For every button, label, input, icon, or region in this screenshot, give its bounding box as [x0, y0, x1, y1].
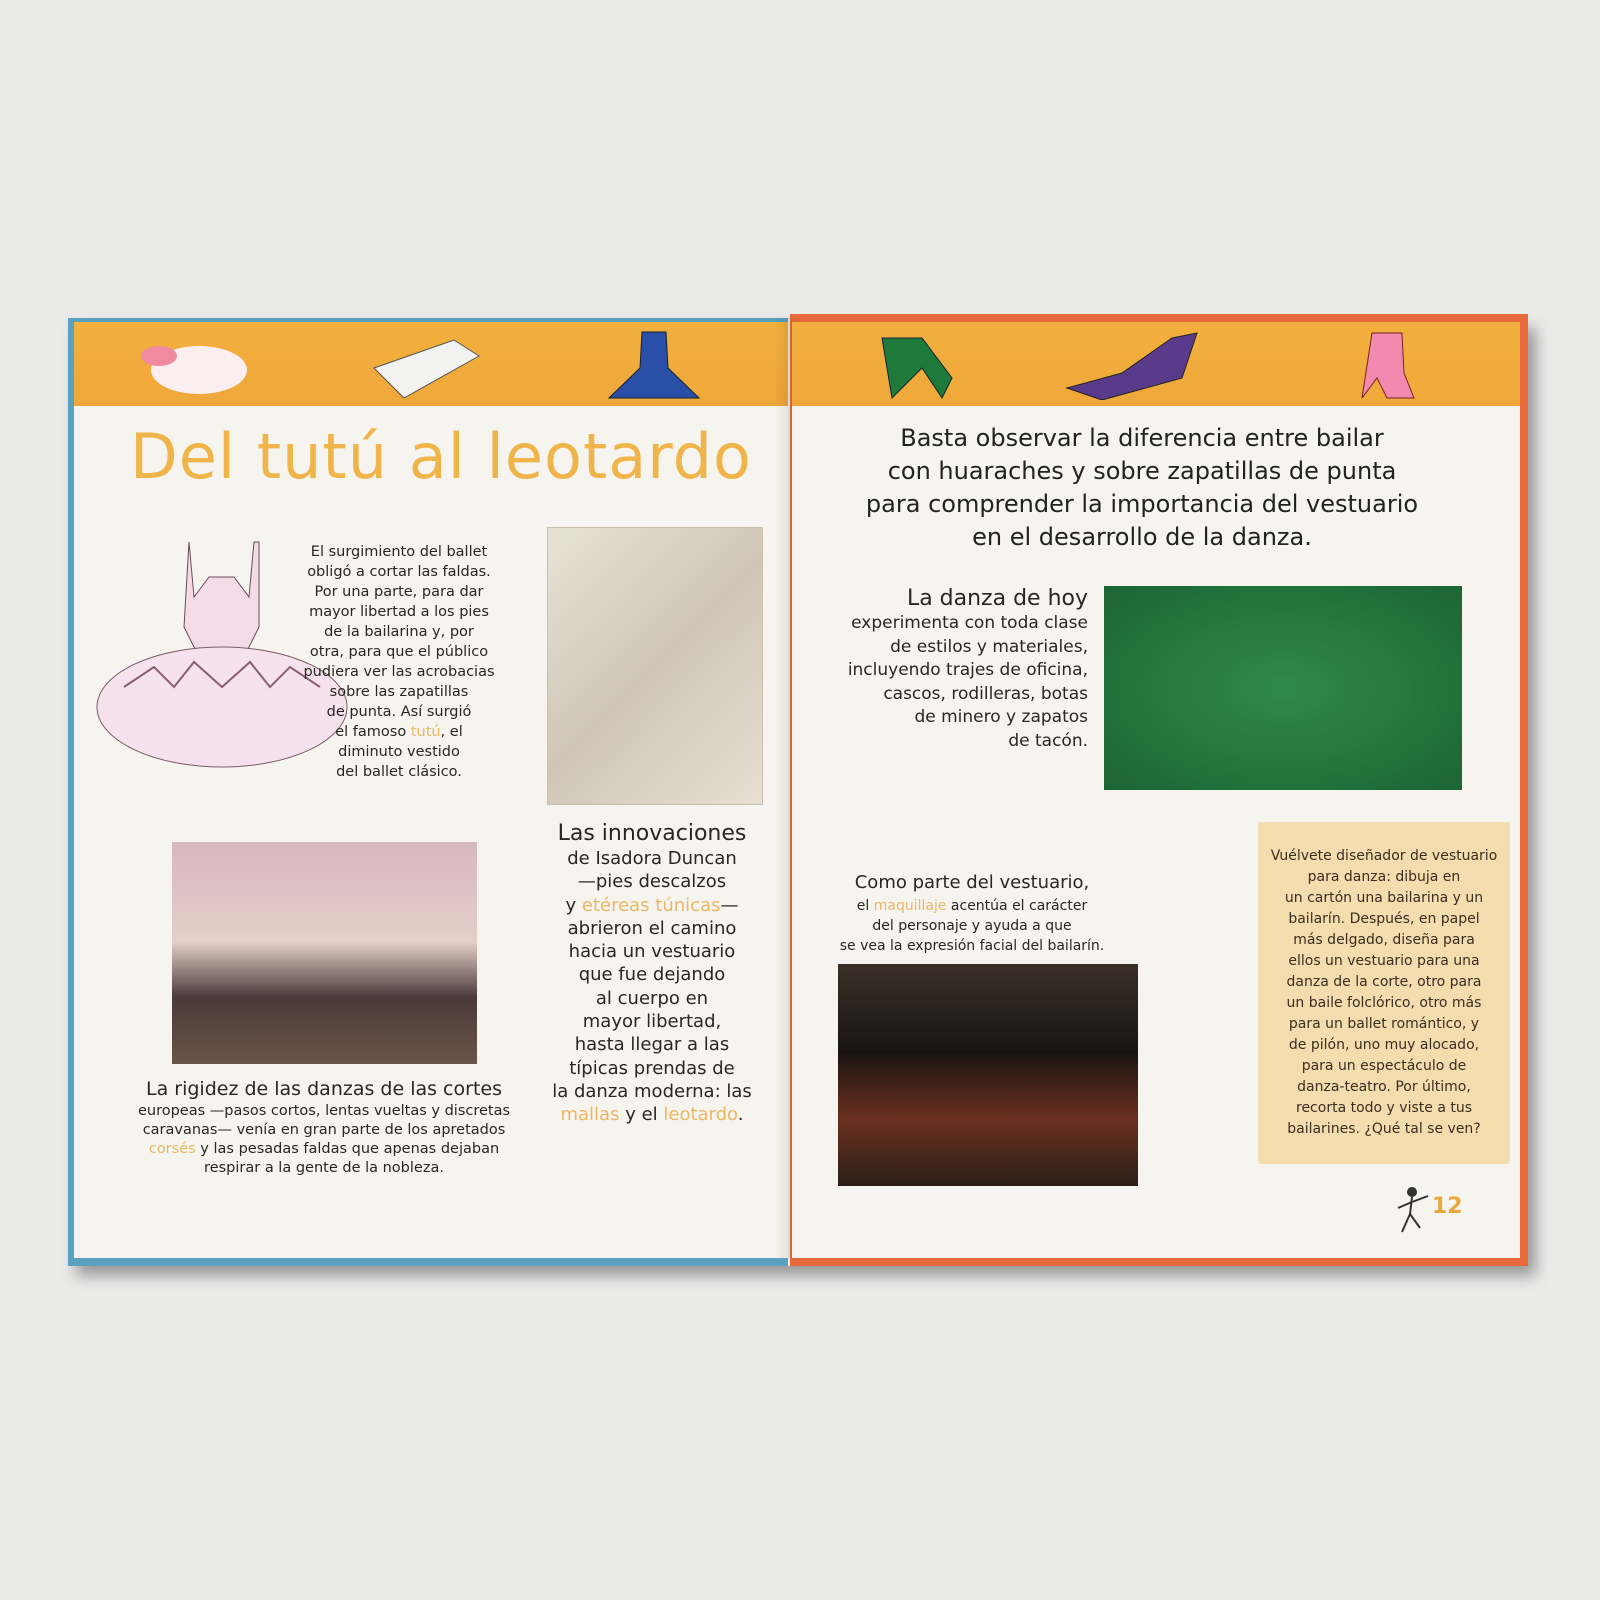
text-line	[114, 1140, 534, 1159]
today-heading: La danza de hoy	[906, 586, 1088, 611]
text-line	[812, 612, 1088, 636]
text-line: en el desarrollo de la danza.	[972, 523, 1312, 551]
text-segment: cascos, rodilleras, botas	[883, 683, 1088, 704]
text-line	[532, 1080, 772, 1103]
left-page	[74, 322, 788, 1258]
text-line: danza-teatro. Por último,	[1297, 1079, 1471, 1095]
text-line	[279, 662, 519, 682]
highlighted-term: leotardo	[663, 1104, 738, 1126]
text-line: más delgado, diseña para	[1293, 932, 1475, 948]
relief-artwork-image	[547, 527, 763, 805]
text-line: de pilón, uno muy alocado,	[1288, 1037, 1480, 1053]
highlighted-term: tutú	[410, 724, 441, 740]
text-line	[822, 936, 1122, 956]
courts-heading: La rigidez de las danzas de las cortes	[146, 1078, 502, 1100]
court-ball-painting-image	[172, 842, 477, 1064]
text-line	[279, 542, 519, 562]
text-segment: hasta llegar a las	[574, 1034, 730, 1056]
innovations-paragraph	[532, 847, 772, 1127]
tutu-paragraph	[279, 542, 519, 782]
text-segment: y las pesadas faldas que apenas dejaban	[195, 1141, 500, 1157]
text-line: Basta observar la diferencia entre bailar	[900, 424, 1384, 452]
costume-banner-right	[792, 322, 1520, 406]
text-line: para danza: dibuja en	[1307, 869, 1461, 885]
text-line	[822, 916, 1122, 936]
text-line: un cartón una bailarina y un	[1284, 890, 1484, 906]
text-line	[279, 642, 519, 662]
text-line	[532, 1010, 772, 1033]
text-segment: de Isadora Duncan	[567, 848, 737, 869]
text-segment: y el	[619, 1104, 664, 1126]
text-line: para comprender la importancia del vestuario	[865, 490, 1419, 518]
text-segment: —pies descalzos	[577, 871, 727, 893]
text-line	[279, 682, 519, 702]
text-segment: de minero y zapatos	[914, 707, 1088, 727]
makeup-heading: Como parte del vestuario,	[854, 872, 1090, 893]
text-line: ellos un vestuario para una	[1288, 953, 1480, 969]
text-segment: al cuerpo en	[595, 987, 709, 1009]
text-segment: sobre las zapatillas	[329, 684, 469, 700]
text-line	[532, 917, 772, 940]
text-line: bailarines. ¿Qué tal se ven?	[1287, 1121, 1481, 1137]
text-segment: diminuto vestido	[338, 744, 460, 760]
text-line	[532, 847, 772, 870]
text-segment: experimenta con toda clase	[851, 613, 1088, 633]
text-line	[532, 1103, 772, 1126]
kathakali-dancer-image	[838, 964, 1138, 1186]
text-line: Vuélvete diseñador de vestuario	[1270, 848, 1498, 864]
text-segment: caravanas— venía en gran parte de los apretados	[142, 1122, 506, 1138]
text-segment: El surgimiento del ballet	[310, 544, 488, 560]
text-segment: pudiera ver las acrobacias	[303, 664, 495, 680]
text-line	[279, 702, 519, 722]
lead-text	[822, 422, 1462, 554]
text-segment: incluyendo trajes de oficina,	[847, 660, 1088, 680]
text-line: para un espectáculo de	[1301, 1058, 1467, 1074]
text-line	[114, 1121, 534, 1140]
text-line	[532, 870, 772, 893]
text-segment: obligó a cortar las faldas.	[307, 564, 491, 580]
text-line	[114, 1159, 534, 1178]
text-line	[279, 582, 519, 602]
activity-tip-box	[1258, 822, 1510, 1164]
text-line	[822, 896, 1122, 916]
text-segment: europeas —pasos cortos, lentas vueltas y discretas	[137, 1103, 511, 1119]
text-segment: el	[856, 898, 874, 914]
text-line	[812, 730, 1088, 754]
green-leotard-icon	[862, 328, 962, 400]
today-paragraph	[812, 612, 1088, 753]
text-segment: Por una parte, para dar	[314, 584, 484, 600]
white-dress-icon	[364, 328, 494, 400]
text-line: con huaraches y sobre zapatillas de punta	[887, 457, 1397, 485]
text-segment: respirar a la gente de la nobleza.	[204, 1160, 444, 1176]
text-line: recorta todo y viste a tus	[1296, 1100, 1472, 1116]
text-segment: acentúa el carácter	[946, 898, 1088, 914]
text-segment: mayor libertad,	[582, 1011, 722, 1033]
text-segment: típicas prendas de	[569, 1057, 735, 1079]
dancer-icon	[1392, 1184, 1432, 1234]
costume-banner	[74, 322, 788, 406]
text-line	[279, 602, 519, 622]
highlighted-term: mallas	[560, 1104, 620, 1126]
text-line	[279, 742, 519, 762]
pink-tutu-icon	[124, 328, 254, 400]
text-segment: y	[565, 894, 582, 916]
text-line	[812, 659, 1088, 683]
text-line	[532, 940, 772, 963]
blue-tutu-icon	[604, 328, 704, 400]
text-line	[279, 562, 519, 582]
text-line	[279, 722, 519, 742]
text-line	[114, 1102, 534, 1121]
right-page	[792, 322, 1520, 1258]
text-segment: , el	[440, 724, 463, 740]
text-segment: que fue dejando	[578, 964, 726, 986]
text-segment: de punta. Así surgió	[326, 704, 472, 720]
page-title: Del tutú al leotardo	[130, 420, 752, 493]
highlighted-term: corsés	[148, 1141, 196, 1157]
text-line: un baile folclórico, otro más	[1286, 995, 1482, 1011]
text-line	[532, 1033, 772, 1056]
text-line	[812, 636, 1088, 660]
page-number: 12	[1432, 1194, 1463, 1219]
makeup-paragraph	[822, 896, 1122, 956]
text-line	[532, 894, 772, 917]
text-segment: de tacón.	[1008, 730, 1088, 751]
text-segment: del personaje y ayuda a que	[872, 918, 1072, 934]
text-line	[532, 987, 772, 1010]
purple-dress-icon	[1062, 328, 1212, 400]
text-segment: se vea la expresión facial del bailarín.	[839, 938, 1105, 954]
text-line	[279, 622, 519, 642]
text-line	[532, 963, 772, 986]
text-segment: del ballet clásico.	[336, 764, 462, 780]
text-line	[812, 706, 1088, 730]
innovations-heading: Las innovaciones	[557, 821, 747, 846]
text-segment: el famoso	[335, 724, 411, 740]
highlighted-term: maquillaje	[873, 898, 947, 914]
text-segment: la danza moderna: las	[552, 1080, 752, 1102]
text-segment: —	[720, 894, 739, 916]
courts-paragraph	[114, 1102, 534, 1178]
text-segment: mayor libertad a los pies	[309, 604, 489, 620]
text-line: danza de la corte, otro para	[1286, 974, 1482, 990]
text-segment: de estilos y materiales,	[890, 636, 1088, 657]
text-line: para un ballet romántico, y	[1288, 1016, 1480, 1032]
book-spread	[68, 318, 1528, 1266]
text-segment: otra, para que el público	[309, 644, 489, 660]
text-segment: hacia un vestuario	[568, 941, 736, 963]
text-segment: .	[737, 1104, 744, 1126]
text-line	[279, 762, 519, 782]
dancer-feet-image	[1104, 586, 1462, 790]
pink-leotard-icon	[1352, 328, 1432, 400]
text-segment: de la bailarina y, por	[324, 624, 474, 640]
highlighted-term: etéreas túnicas	[581, 894, 721, 916]
text-line	[532, 1057, 772, 1080]
text-line: bailarín. Después, en papel	[1288, 911, 1480, 927]
text-line	[812, 683, 1088, 707]
text-segment: abrieron el camino	[567, 917, 737, 939]
